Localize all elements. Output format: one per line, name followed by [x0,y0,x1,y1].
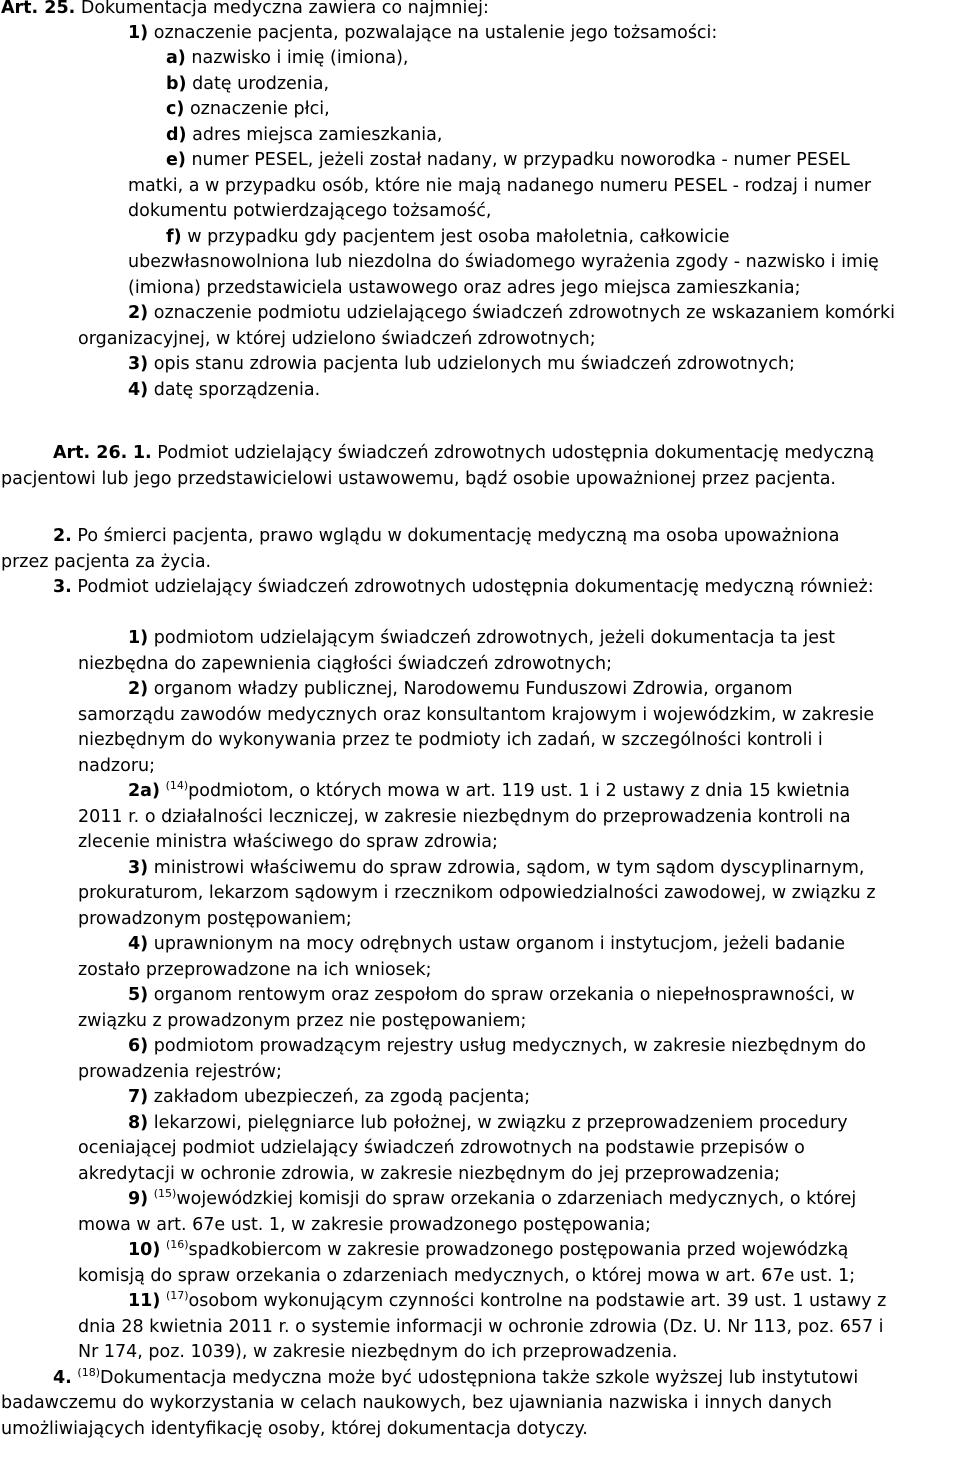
art25-heading: Art. 25. [1,0,76,18]
point-text: oznaczenie podmiotu udzielającego świadczeń zdrowotnych ze wskazaniem komórki [153,303,896,323]
letter-text: oznaczenie płci, [189,99,330,119]
footnote-marker: (16) [165,1238,189,1251]
art25-intro: Dokumentacja medyczna zawiera co najmniej: [80,0,489,18]
art26-item-10-line-2: komisją do spraw orzekania o zdarzeniach medycznych, o której mowa w art. 67e ust. 1; [78,1266,856,1286]
point-text: oznaczenie pacjenta, pozwalające na ustalenie jego tożsamości: [153,23,718,43]
section-text: Po śmierci pacjenta, prawo wglądu w dokumentację medyczną ma osoba upoważniona [77,526,840,546]
item-text: podmiotom udzielającym świadczeń zdrowotnych, jeżeli dokumentacja ta jest [153,628,835,648]
section-number: 3. [53,577,72,597]
art25-line-1 [1,0,489,22]
point-text: opis stanu zdrowia pacjenta lub udzielonych mu świadczeń zdrowotnych; [153,354,795,374]
art26-section-1-line-2: pacjentowi lub jego przedstawicielowi ustawowemu, bądź osobie upoważnionej przez pacjenta. [1,469,836,489]
item-text: organom władzy publicznej, Narodowemu Funduszowi Zdrowia, organom [153,679,793,699]
item-text: lekarzowi, pielęgniarce lub położnej, w związku z przeprowadzeniem procedury [153,1113,848,1133]
item-number: 4) [128,934,149,954]
item-number: 6) [128,1036,149,1056]
item-text: podmiotom, o których mowa w art. 119 ust. 1 i 2 ustawy z dnia 15 kwietnia [188,781,850,801]
art26-heading: Art. 26. [53,443,128,463]
art26-item-2-line-2: samorządu zawodów medycznych oraz konsultantom krajowym i wojewódzkim, w zakresie [78,705,875,725]
point-number: 2) [128,303,149,323]
art26-item-5-line-2: związku z prowadzonym przez nie postępowaniem; [78,1011,527,1031]
section-text: Podmiot udzielający świadczeń zdrowotnych udostępnia dokumentację medyczną [157,443,875,463]
letter-text: w przypadku gdy pacjentem jest osoba małoletnia, całkowicie [187,227,730,247]
art25-point-2-line-2: organizacyjnej, w której udzielono świadczeń zdrowotnych; [78,329,596,349]
art26-item-11-line-3: Nr 174, poz. 1039), w zakresie niezbędnym do ich przeprowadzenia. [78,1342,678,1362]
art26-section-4 [53,1366,858,1392]
item-number: 7) [128,1087,149,1107]
item-text: ministrowi właściwemu do spraw zdrowia, sądom, w tym sądom dyscyplinarnym, [153,858,865,878]
section-number: 1. [132,443,152,463]
art26-item-2a-line-3: zlecenie ministra właściwego do spraw zdrowia; [78,832,498,852]
point-number: 3) [128,354,149,374]
art25-letter-f-line-2: ubezwłasnowolniona lub niezdolna do świadomego wyrażenia zgody - nazwisko i imię [128,252,879,272]
art25-letter-e-line-3: dokumentu potwierdzającego tożsamość, [128,201,492,221]
art26-item-7 [128,1085,530,1111]
section-number: 2. [53,526,72,546]
section-number: 4. [53,1368,72,1388]
item-text: uprawnionym na mocy odrębnych ustaw organom i instytucjom, jeżeli badanie [153,934,845,954]
art25-letter-e [166,148,850,174]
footnote-marker: (17) [165,1289,189,1302]
item-text: organom rentowym oraz zespołom do spraw orzekania o niepełnosprawności, w [153,985,855,1005]
art25-letter-f [166,225,729,251]
item-number: 2) [128,679,149,699]
art25-letter-e-line-2: matki, a w przypadku osób, które nie mają nadanego numeru PESEL - rodzaj i numer [128,176,872,196]
art25-letter-d [166,123,442,149]
art26-item-8-line-3: akredytacji w ochronie zdrowia, w zakresie niezbędnym do jej przeprowadzenia; [78,1164,781,1184]
point-number: 1) [128,23,149,43]
art26-item-10 [128,1238,848,1264]
letter-number: f) [166,227,182,247]
art26-item-8-line-2: oceniającej podmiot udzielający świadczeń zdrowotnych na podstawie przepisów o [78,1138,805,1158]
art25-letter-a [166,46,409,72]
item-number: 11) [128,1291,161,1311]
footnote-marker: (14) [165,779,189,792]
art26-section-2-line-2: przez pacjenta za życia. [1,552,212,572]
art26-section-3 [53,575,874,601]
art25-point-2 [128,301,895,327]
art26-item-2 [128,677,793,703]
item-text: podmiotom prowadzącym rejestry usług medycznych, w zakresie niezbędnym do [153,1036,866,1056]
art26-item-9 [128,1187,856,1213]
art26-item-4-line-2: zostało przeprowadzone na ich wniosek; [78,960,432,980]
letter-number: a) [166,48,186,68]
art26-item-1 [128,626,835,652]
letter-number: b) [166,74,187,94]
art26-item-2-line-4: nadzoru; [78,756,155,776]
letter-number: c) [166,99,185,119]
art26-section-4-line-3: umożliwiających identyfikację osoby, której dokumentacja dotyczy. [1,1419,588,1439]
letter-text: adres miejsca zamieszkania, [192,125,443,145]
art26-item-3 [128,856,864,882]
art26-item-4 [128,932,845,958]
art25-point-4 [128,378,320,404]
art26-item-9-line-2: mowa w art. 67e ust. 1, w zakresie prowadzonego postępowania; [78,1215,651,1235]
art26-item-2a [128,779,850,805]
art25-point-1 [128,21,717,47]
section-text: Dokumentacja medyczna może być udostępniona także szkole wyższej lub instytutowi [100,1368,859,1388]
item-text: wojewódzkiej komisji do spraw orzekania o zdarzeniach medycznych, o której [176,1189,857,1209]
section-text: Podmiot udzielający świadczeń zdrowotnych udostępnia dokumentację medyczną również: [77,577,874,597]
item-text: zakładom ubezpieczeń, za zgodą pacjenta; [153,1087,531,1107]
art26-section-2 [53,524,840,550]
art26-item-5 [128,983,855,1009]
art26-item-6-line-2: prowadzenia rejestrów; [78,1062,282,1082]
footnote-marker: (18) [77,1366,100,1379]
letter-text: nazwisko i imię (imiona), [191,48,409,68]
item-number: 3) [128,858,149,878]
item-number: 2a) [128,781,160,801]
item-number: 9) [128,1189,149,1209]
letter-number: d) [166,125,187,145]
letter-text: datę urodzenia, [192,74,330,94]
letter-text: numer PESEL, jeżeli został nadany, w przypadku noworodka - numer PESEL [191,150,850,170]
art26-item-2a-line-2: 2011 r. o działalności leczniczej, w zakresie niezbędnym do przeprowadzenia kontroli na [78,807,851,827]
letter-number: e) [166,150,186,170]
art26-section-4-line-2: badawczemu do wykorzystania w celach naukowych, bez ujawniania nazwiska i innych danych [1,1393,832,1413]
art25-letter-b [166,72,329,98]
art26-item-6 [128,1034,866,1060]
item-number: 8) [128,1113,149,1133]
point-text: datę sporządzenia. [153,380,321,400]
item-number: 5) [128,985,149,1005]
footnote-marker: (15) [153,1187,177,1200]
art26-section-1 [53,441,874,467]
art26-item-3-line-2: prokuraturom, lekarzom sądowym i rzecznikom odpowiedzialności zawodowej, w związku z [78,883,876,903]
art26-item-8 [128,1111,848,1137]
art26-item-11-line-2: dnia 28 kwietnia 2011 r. o systemie informacji w ochronie zdrowia (Dz. U. Nr 113, poz. 657 i [78,1317,884,1337]
item-number: 1) [128,628,149,648]
art26-item-2-line-3: niezbędnym do wykonywania przez te podmioty ich zadań, w szczególności kontroli i [78,730,823,750]
art25-point-3 [128,352,795,378]
item-text: spadkobiercom w zakresie prowadzonego postępowania przed wojewódzką [188,1240,849,1260]
art26-item-1-line-2: niezbędna do zapewnienia ciągłości świadczeń zdrowotnych; [78,654,612,674]
art26-item-11 [128,1289,886,1315]
art25-letter-f-line-3: (imiona) przedstawiciela ustawowego oraz adres jego miejsca zamieszkania; [128,278,801,298]
item-number: 10) [128,1240,161,1260]
point-number: 4) [128,380,149,400]
art26-item-3-line-3: prowadzonym postępowaniem; [78,909,352,929]
item-text: osobom wykonującym czynności kontrolne na podstawie art. 39 ust. 1 ustawy z [188,1291,887,1311]
art25-letter-c [166,97,330,123]
